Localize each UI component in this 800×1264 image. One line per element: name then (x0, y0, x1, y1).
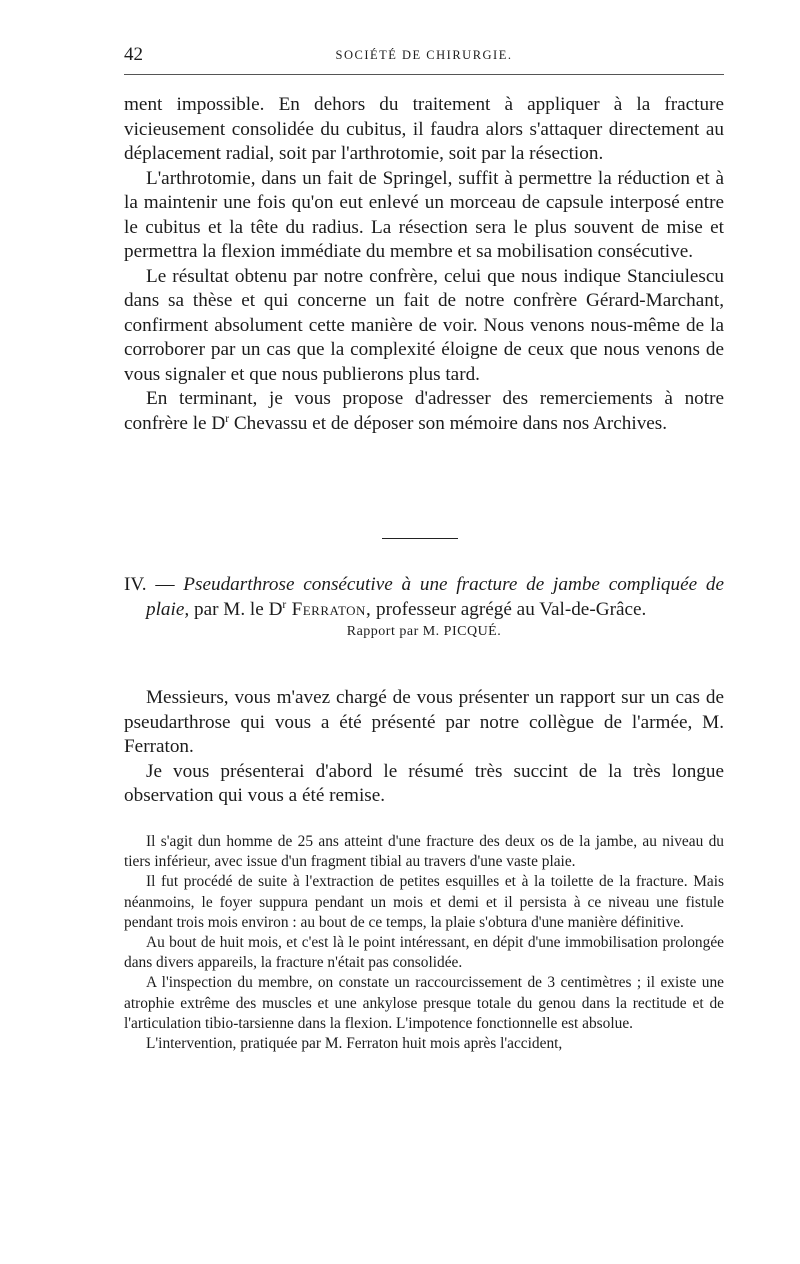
section-title: Pseudarthrose consécutive à une fracture de jambe compliquée de plaie, (146, 574, 724, 620)
section-heading (124, 573, 724, 622)
running-header (124, 40, 724, 66)
observation-paragraph: A l'inspection du membre, on constate un raccourcissement de 3 centimètres ; il existe une atrophie extrême des muscles et une ankylose presque totale du genou dans la rectitude et de l'articulation tibio-tarsienne dans la flexion. L'impotence fonctionnelle est absolue. (124, 974, 724, 1032)
paragraph: Le résultat obtenu par notre confrère, celui que nous indique Stanciulescu dans sa thèse et qui concerne un fait de notre confrère Gérard-Marchant, confirment absolument cette manière de voir. Nous venons nous-même de la corroborer par un cas que la complexité éloigne de ceux que nous venons de vous signaler et que nous publierons plus tard. (124, 265, 724, 385)
page (124, 40, 724, 1053)
closing-text: En terminant, je vous propose d'adresser des remerciements à notre confrère le D (124, 388, 724, 434)
title-superscript: r (225, 412, 230, 425)
section-numeral: IV. (124, 574, 147, 595)
observation-summary (124, 832, 724, 1054)
section-iv (124, 573, 724, 640)
section-dash: — (146, 574, 184, 595)
closing-paragraph (124, 387, 724, 436)
paragraph: L'arthrotomie, dans un fait de Springel, suffit à permettre la réduction et à la maintenir une fois qu'on eut enlevé un morceau de capsule interposé entre le cubitus et la tête du radius. La résection sera le plus souvent de mise et permettra la flexion immédiate du membre et sa mobilisation consécutive. (124, 167, 724, 262)
observation-paragraph: L'intervention, pratiquée par M. Ferraton huit mois après l'accident, (146, 1035, 563, 1053)
running-title: SOCIÉTÉ DE CHIRURGIE. (335, 48, 513, 62)
observation-paragraph: Il fut procédé de suite à l'extraction de petites esquilles et à la toilette de la fracture. Mais néanmoins, le foyer suppura pendant un mois et demi et il persista à ce niveau une fistule pendant trois mois environ : au bout de ce temps, la plaie s'obtura d'une manière définitive. (124, 873, 724, 931)
paragraph: Je vous présenterai d'abord le résumé très succint de la très longue observation qui vous a été remise. (124, 760, 724, 806)
observation-paragraph: Il s'agit dun homme de 25 ans atteint d'une fracture des deux os de la jambe, au niveau du tiers inférieur, avec issue d'un fragment tibial au travers d'une vaste plaie. (124, 833, 724, 871)
title-superscript: r (282, 598, 287, 611)
section-separator (382, 538, 458, 539)
header-rule (124, 74, 724, 75)
observation-paragraph: Au bout de huit mois, et c'est là le point intéressant, en dépit d'une immobilisation prolongée dans divers appareils, la fracture n'était pas consolidée. (124, 934, 724, 972)
report-line: Rapport par M. PICQUÉ. (346, 624, 502, 639)
body-top-text (124, 93, 724, 436)
paragraph: ment impossible. En dehors du traitement à appliquer à la fracture vicieusement consolidée du cubitus, il faudra alors s'attaquer directement au déplacement radial, soit par l'arthrotomie, soit par la résection. (124, 94, 724, 164)
paragraph: Messieurs, vous m'avez chargé de vous présenter un rapport sur un cas de pseudarthrose qui vous a été présenté par notre collègue de l'armée, M. Ferraton. (124, 687, 724, 757)
section-affiliation: professeur agrégé au Val-de-Grâce. (371, 598, 647, 620)
page-number: 42 (124, 44, 143, 65)
section-by: par M. le D (189, 598, 283, 620)
section-author: Ferraton, (286, 598, 372, 620)
report-intro (124, 686, 724, 809)
closing-text-end: Chevassu et de déposer son mémoire dans nos Archives. (229, 412, 668, 434)
